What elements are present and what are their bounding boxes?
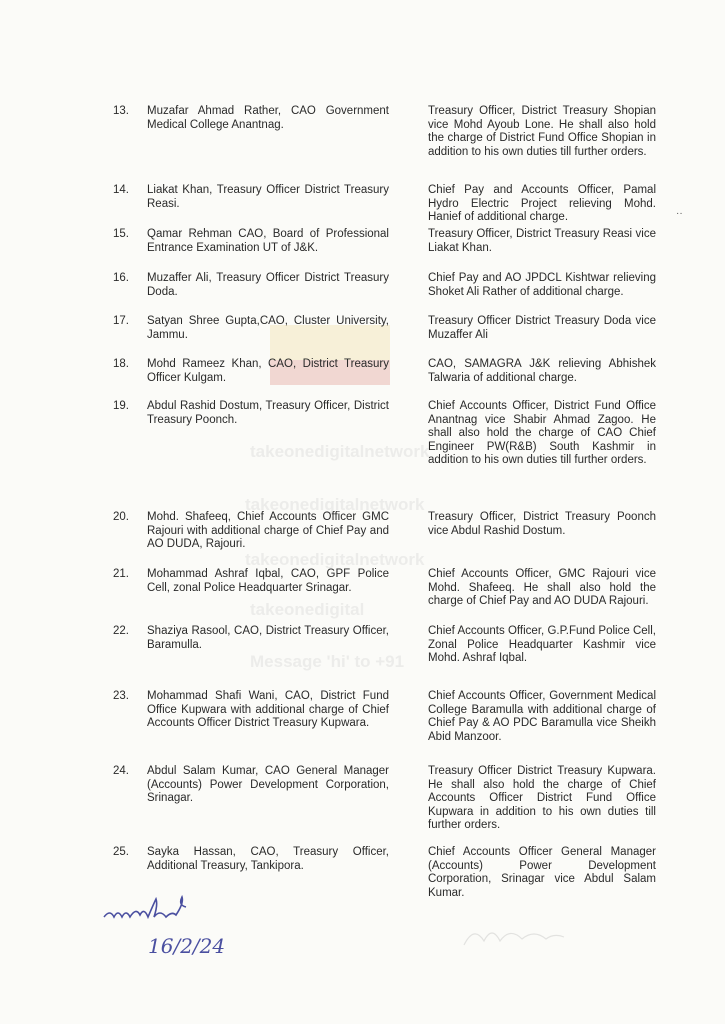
officer-name: Sayka Hassan, CAO, Treasury Officer, Additional Treasury, Tankipora.: [147, 846, 389, 872]
officer-name: Satyan Shree Gupta,CAO, Cluster University, Jammu.: [147, 315, 389, 341]
officer-name: Mohd Rameez Khan, CAO, District Treasury Officer Kulgam.: [147, 358, 389, 384]
watermark-text: takeonedigitalnetwork: [245, 495, 425, 514]
officer-name: Liakat Khan, Treasury Officer District Treasury Reasi.: [147, 184, 389, 210]
posting: Treasury Officer District Treasury Kupwara. He shall also hold the charge of Chief Accounts Officer District Fund Office Kupwara in addition to his own duties till further orders.: [428, 765, 656, 832]
officer-name: Abdul Salam Kumar, CAO General Manager (Accounts) Power Development Corporation, Srinagar.: [147, 765, 389, 805]
item-number: 18.: [113, 358, 129, 370]
officer-name: Mohammad Shafi Wani, CAO, District Fund Office Kupwara with additional charge of Chief Accounts Officer District Treasury Kupwara.: [147, 690, 389, 730]
stray-mark: ··: [676, 208, 683, 219]
item-number: 21.: [113, 568, 129, 580]
officer-name: Muzafar Ahmad Rather, CAO Government Medical College Anantnag.: [147, 105, 389, 131]
item-number: 16.: [113, 272, 129, 284]
posting: Treasury Officer, District Treasury Shopian vice Mohd Ayoub Lone. He shall also hold the charge of District Fund Office Shopian in addition to his own duties till further orders.: [428, 105, 656, 158]
item-number: 23.: [113, 690, 129, 702]
posting: Chief Accounts Officer, Government Medical College Baramulla with additional charge of Chief Pay & AO PDC Baramulla vice Sheikh Abid Manzoor.: [428, 690, 656, 743]
posting: Chief Accounts Officer, GMC Rajouri vice Mohd. Shafeeq. He shall also hold the charge of Chief Pay and AO DUDA Rajouri.: [428, 568, 656, 608]
item-number: 15.: [113, 228, 129, 240]
item-number: 25.: [113, 846, 129, 858]
handwritten-signature: [100, 895, 260, 965]
officer-name: Abdul Rashid Dostum, Treasury Officer, District Treasury Poonch.: [147, 400, 389, 426]
posting: Treasury Officer, District Treasury Poonch vice Abdul Rashid Dostum.: [428, 511, 656, 537]
posting: Chief Accounts Officer General Manager (Accounts) Power Development Corporation, Srinagar vice Abdul Salam Kumar.: [428, 846, 656, 899]
svg-text:16/2/24: 16/2/24: [148, 934, 226, 958]
watermark-text: Message 'hi' to +91: [250, 652, 405, 671]
posting: Chief Pay and Accounts Officer, Pamal Hydro Electric Project relieving Mohd. Hanief of additional charge.: [428, 184, 656, 224]
posting: Treasury Officer, District Treasury Reasi vice Liakat Khan.: [428, 228, 656, 254]
officer-name: Muzaffer Ali, Treasury Officer District Treasury Doda.: [147, 272, 389, 298]
faint-signature-bleed: [460, 915, 570, 960]
officer-name: Qamar Rehman CAO, Board of Professional Entrance Examination UT of J&K.: [147, 228, 389, 254]
watermark-text: takeonedigitalnetwork: [250, 442, 430, 461]
item-number: 14.: [113, 184, 129, 196]
item-number: 22.: [113, 625, 129, 637]
watermark-text: takeonedigitalnetwork: [245, 550, 425, 569]
officer-name: Mohammad Ashraf Iqbal, CAO, GPF Police Cell, zonal Police Headquarter Srinagar.: [147, 568, 389, 594]
posting: Chief Accounts Officer, District Fund Office Anantnag vice Shabir Ahmad Zagoo. He shall also hold the charge of CAO Chief Engineer PW(R&B) South Kashmir in addition to his own duties till further orders.: [428, 400, 656, 467]
officer-name: Shaziya Rasool, CAO, District Treasury Officer, Baramulla.: [147, 625, 389, 651]
item-number: 13.: [113, 105, 129, 117]
item-number: 20.: [113, 511, 129, 523]
item-number: 19.: [113, 400, 129, 412]
posting: Treasury Officer District Treasury Doda vice Muzaffer Ali: [428, 315, 656, 341]
watermark-text: takeonedigital: [250, 600, 365, 619]
posting: Chief Pay and AO JPDCL Kishtwar relieving Shoket Ali Rather of additional charge.: [428, 272, 656, 298]
item-number: 17.: [113, 315, 129, 327]
item-number: 24.: [113, 765, 129, 777]
posting: CAO, SAMAGRA J&K relieving Abhishek Talwaria of additional charge.: [428, 358, 656, 384]
officer-name: Mohd. Shafeeq, Chief Accounts Officer GMC Rajouri with additional charge of Chief Pay and AO DUDA, Rajouri.: [147, 511, 389, 551]
posting: Chief Accounts Officer, G.P.Fund Police Cell, Zonal Police Headquarter Kashmir vice Mohd. Ashraf Iqbal.: [428, 625, 656, 665]
